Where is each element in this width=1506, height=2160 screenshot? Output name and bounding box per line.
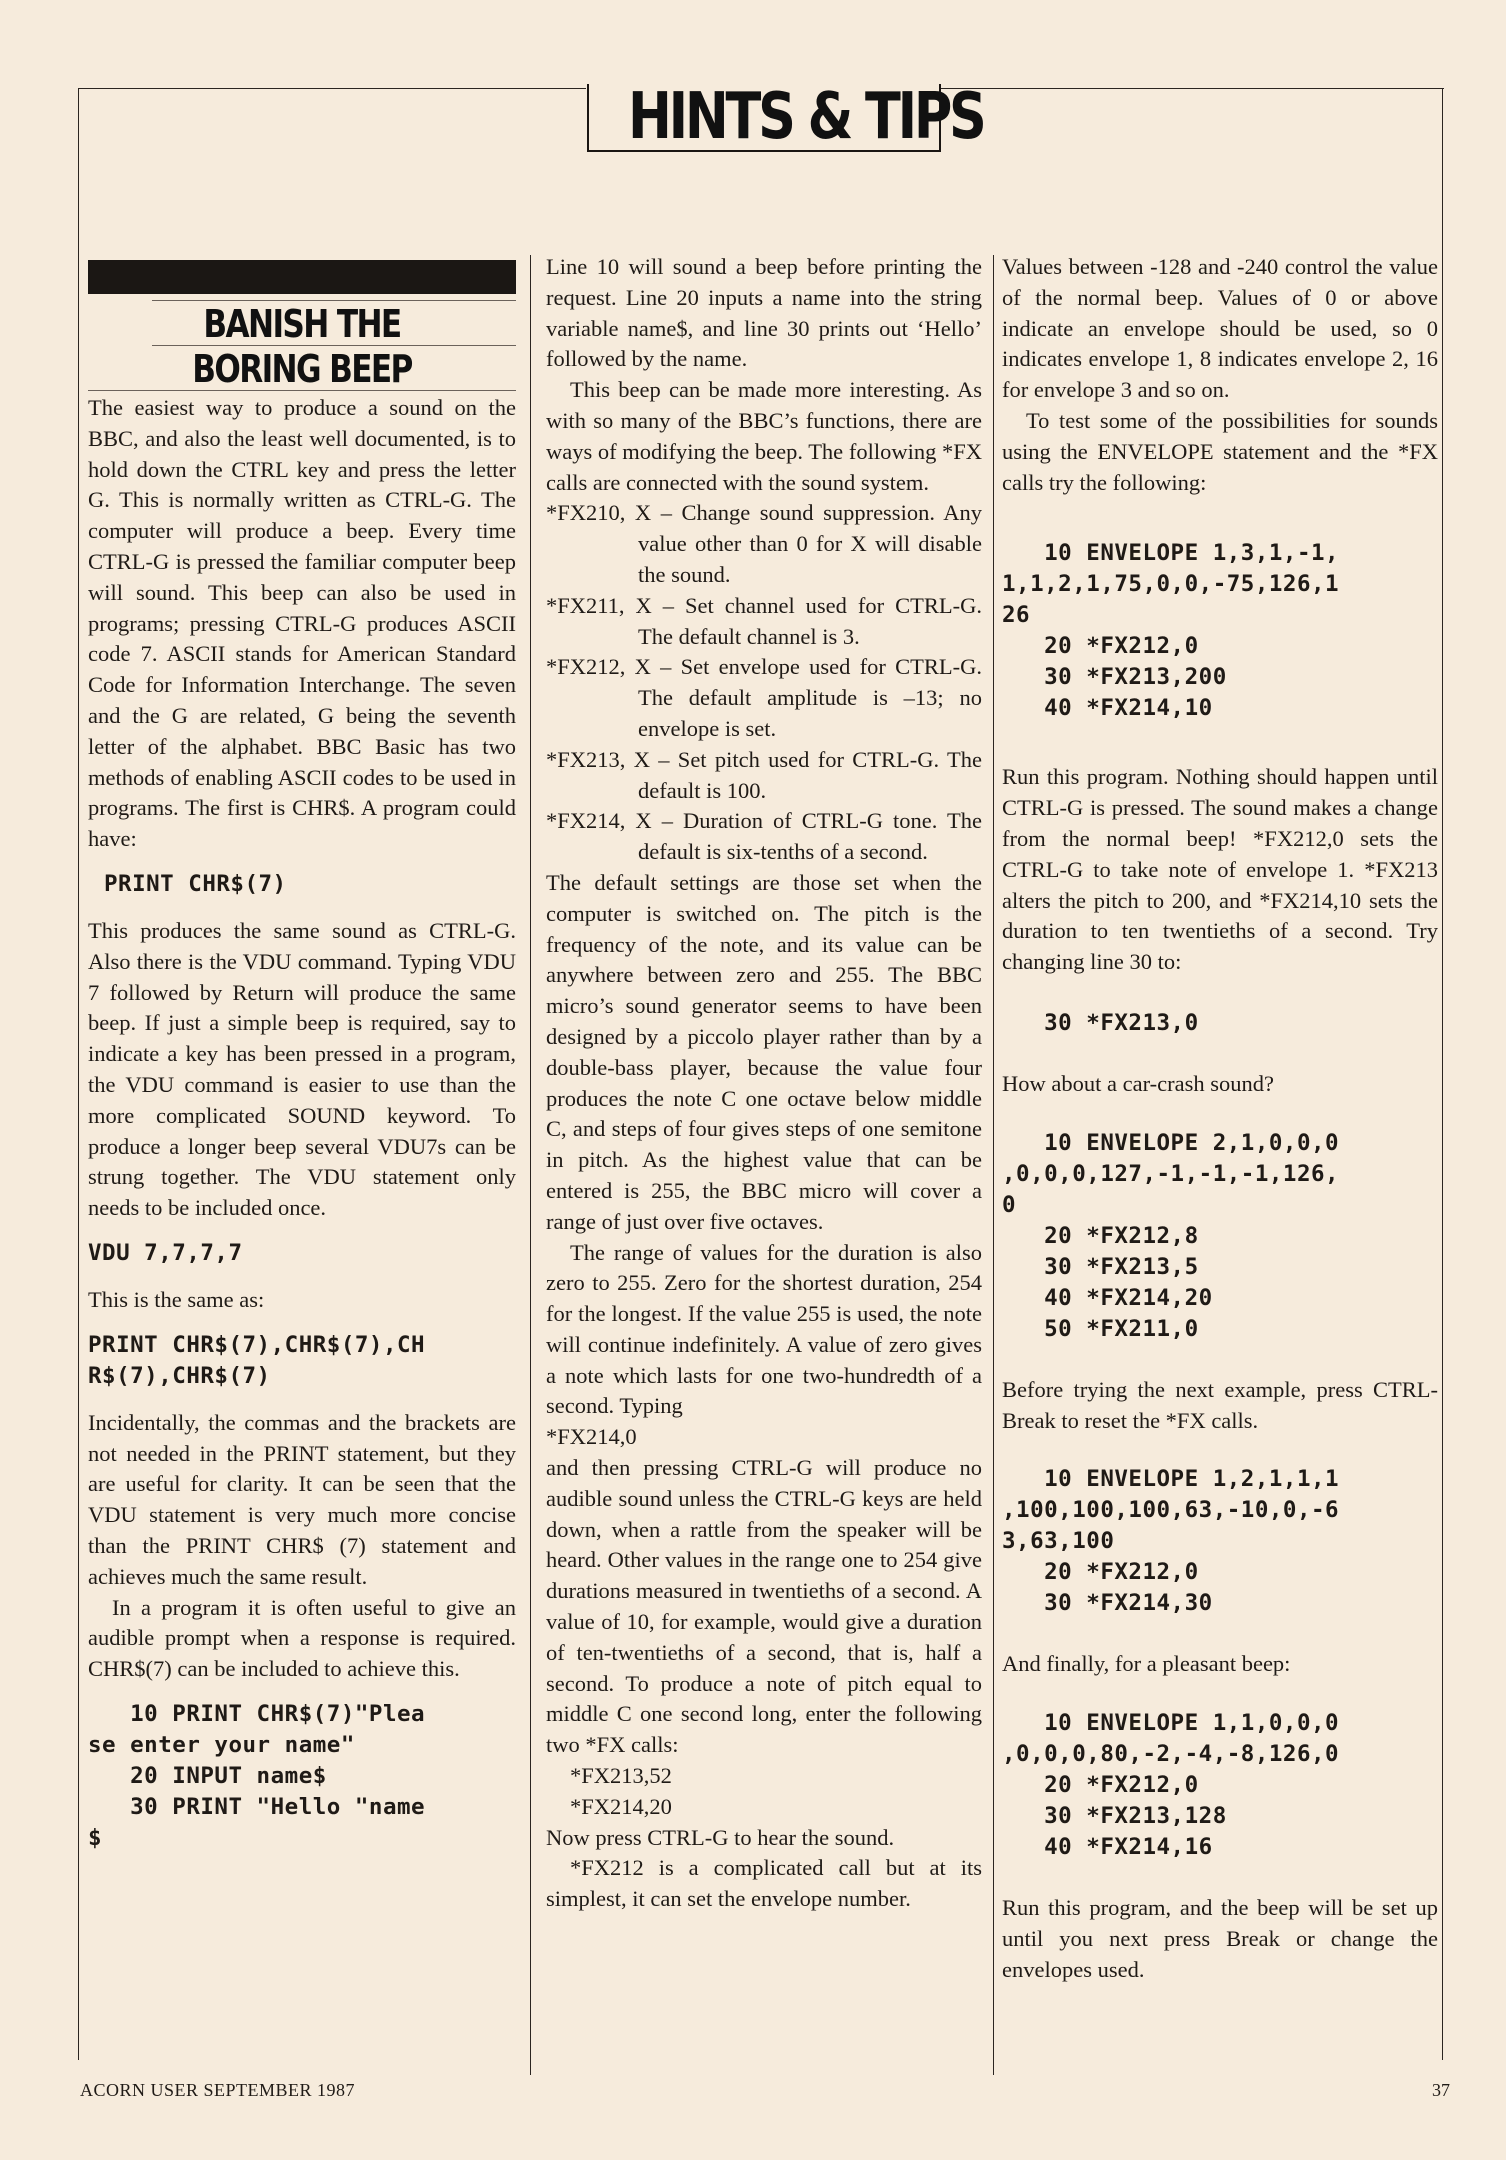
paragraph: The range of values for the duration is also zero to 255. Zero for the shortest duration, 254 for the longest. If the value 255 is used, the note will continue indefinitely. A value of zero gives a note which lasts for one two-hundredth of a second. Typing [546, 1239, 982, 1419]
code-line: 20 *FX212,0 [1002, 1772, 1199, 1799]
code-block [1002, 538, 1438, 724]
paragraph: And finally, for a pleasant beep: [1002, 1651, 1291, 1677]
frame-left-rule [78, 88, 79, 2060]
code-line: ,0,0,0,80,-2,-4,-8,126,0 [1002, 1741, 1340, 1768]
code-line: 3,63,100 [1002, 1528, 1115, 1555]
code-line: ,100,100,100,63,-10,0,-6 [1002, 1497, 1340, 1524]
code-block [88, 1699, 516, 1854]
section-header [587, 80, 984, 154]
paragraph: *FX212 is a complicated call but at its simplest, it can set the envelope number. [546, 1855, 982, 1912]
page-number: 37 [1432, 2080, 1450, 2100]
code-line: 50 *FX211,0 [1002, 1315, 1199, 1342]
paragraph: Line 10 will sound a beep before printing the request. Line 20 inputs a name into the string variable name$, and line 30 prints out ‘Hello’ followed by the name. [546, 254, 982, 372]
code-line: 20 *FX212,0 [1002, 633, 1199, 660]
code-line: 30 *FX213,5 [1002, 1253, 1199, 1280]
code-line: PRINT CHR$(7),CHR$(7),CH [88, 1331, 426, 1358]
column-2 [546, 252, 982, 1915]
paragraph: Run this program, and the beep will be set up until you next press Break or change the envelopes used. [1002, 1895, 1438, 1982]
fx-call: *FX214,0 [546, 1424, 637, 1450]
code-line: ,0,0,0,127,-1,-1,-1,126, [1002, 1160, 1340, 1187]
code-line: 30 *FX213,128 [1002, 1803, 1227, 1830]
paragraph: In a program it is often useful to give an audible prompt when a response is required. CHR$(7) can be included to achieve this. [88, 1594, 516, 1682]
code-line: 0 [1002, 1191, 1017, 1218]
footer-publication: ACORN USER SEPTEMBER 1987 [80, 2080, 356, 2100]
paragraph: Before trying the next example, press CTRL-Break to reset the *FX calls. [1002, 1376, 1438, 1433]
paragraph: and then pressing CTRL-G will produce no audible sound unless the CTRL-G keys are held down, when a rattle from the speaker will be heard. Other values in the range one to 254 give durations measured in twentieths of a second. A value of 10, for example, would give a duration of ten-twentieths of a second, that is, half a second. To produce a note of pitch equal to middle C one second long, enter the following two *FX calls: [546, 1455, 982, 1758]
code-line: 20 INPUT name$ [88, 1762, 327, 1789]
code-block: 30 *FX213,0 [1002, 1009, 1199, 1036]
fx-entry: *FX214, X – Duration of CTRL-G tone. The default is six-tenths of a second. [546, 808, 982, 865]
code-block [1002, 1128, 1438, 1345]
column-rule-1 [530, 255, 531, 2075]
paragraph: This is the same as: [88, 1286, 265, 1312]
fx-entry: *FX213, X – Set pitch used for CTRL-G. The default is 100. [546, 746, 982, 803]
code-line: 10 ENVELOPE 2,1,0,0,0 [1002, 1129, 1340, 1156]
code-block: VDU 7,7,7,7 [88, 1239, 243, 1266]
code-line: 40 *FX214,20 [1002, 1284, 1213, 1311]
code-line: 10 ENVELOPE 1,1,0,0,0 [1002, 1710, 1340, 1737]
code-block: PRINT CHR$(7) [104, 870, 287, 897]
code-line: 30 *FX213,200 [1002, 664, 1227, 691]
frame-right-rule [1442, 88, 1443, 2060]
paragraph: This beep can be made more interesting. As with so many of the BBC’s functions, there are ways of modifying the beep. The following *FX calls are connected with the sound system. [546, 377, 982, 495]
paragraph: Values between -128 and -240 control the value of the normal beep. Values of 0 or above indicate an envelope should be used, so 0 indicates envelope 1, 8 indicates envelope 2, 16 for envelope 3 and so on. [1002, 254, 1438, 403]
code-line: 26 [1002, 602, 1031, 629]
fx-entry: *FX210, X – Change sound suppression. Any value other than 0 for X will disable the sound. [546, 500, 982, 587]
paragraph: Now press CTRL-G to hear the sound. [546, 1824, 895, 1850]
column-1 [88, 256, 516, 1854]
fx-entry: *FX211, X – Set channel used for CTRL-G. The default channel is 3. [546, 592, 982, 649]
article-title-bar [88, 260, 516, 294]
code-block [88, 1330, 516, 1392]
title-rule [152, 300, 516, 301]
code-line: R$(7),CHR$(7) [88, 1362, 271, 1389]
frame-top-right-rule [940, 88, 1444, 89]
paragraph: This produces the same sound as CTRL-G. Also there is the VDU command. Typing VDU 7 followed by Return will produce the same beep. If just a simple beep is required, say to indicate a key has been pressed in a program, the VDU command is easier to use than the more complicated SOUND keyword. To produce a longer beep several VDU7s can be strung together. The VDU statement only needs to be included once. [88, 917, 516, 1221]
article-title-line1: BANISH THE [203, 302, 401, 346]
paragraph: Incidentally, the commas and the brackets are not needed in the PRINT statement, but they are useful for clarity. It can be seen that the VDU statement is very much more concise than the PRINT CHR$ (7) statement and achieves much the same result. [88, 1409, 516, 1589]
code-line: 1,1,2,1,75,0,0,-75,126,1 [1002, 571, 1340, 598]
code-line: 40 *FX214,10 [1002, 695, 1213, 722]
code-block [1002, 1464, 1438, 1619]
paragraph: The easiest way to produce a sound on the BBC, and also the least well documented, is to hold down the CTRL key and press the letter G. This is normally written as CTRL-G. The computer will produce a beep. Every time CTRL-G is pressed the familiar computer beep will sound. This beep can also be used in programs; pressing CTRL-G produces ASCII code 7. ASCII stands for American Standard Code for Information Interchange. The seven and the G are related, G being the seventh letter of the alphabet. BBC Basic has two methods of enabling ASCII codes to be used in programs. The first is CHR$. A program could have: [88, 395, 516, 852]
code-line: 30 *FX214,30 [1002, 1590, 1213, 1617]
paragraph: Run this program. Nothing should happen until CTRL-G is pressed. The sound makes a change from the normal beep! *FX212,0 sets the CTRL-G to take note of envelope 1. *FX213 alters the pitch to 200, and *FX214,10 sets the duration to ten twentieths of a second. Try changing line 30 to: [1002, 764, 1438, 975]
code-line: 20 *FX212,8 [1002, 1222, 1199, 1249]
code-line: 10 PRINT CHR$(7)"Plea [88, 1700, 426, 1727]
code-line: 40 *FX214,16 [1002, 1834, 1213, 1861]
section-title: HINTS & TIPS [628, 80, 984, 154]
code-block [1002, 1708, 1438, 1863]
frame-top-left-rule [78, 88, 586, 89]
column-rule-2 [993, 255, 994, 2075]
code-line: 10 ENVELOPE 1,3,1,-1, [1002, 540, 1340, 567]
paragraph: The default settings are those set when the computer is switched on. The pitch is the frequency of the note, and its value can be anywhere between zero and 255. The BBC micro’s sound generator seems to have been designed by a piccolo player rather than by a double-bass player, because the value four produces the note C one octave below middle C, and steps of four gives steps of one semitone in pitch. As the highest value that can be entered is 255, the BBC micro will cover a range of just over five octaves. [546, 869, 982, 1234]
paragraph: To test some of the possibilities for sounds using the ENVELOPE statement and the *FX calls try the following: [1002, 407, 1438, 495]
paragraph: How about a car-crash sound? [1002, 1070, 1274, 1096]
code-line: 10 ENVELOPE 1,2,1,1,1 [1002, 1466, 1340, 1493]
fx-entry: *FX212, X – Set envelope used for CTRL-G. The default amplitude is –13; no envelope is set. [546, 654, 982, 741]
column-3 [1002, 252, 1438, 1986]
fx-call: *FX214,20 [570, 1793, 672, 1819]
code-line: $ [88, 1824, 103, 1851]
code-line: 30 PRINT "Hello "name [88, 1793, 426, 1820]
fx-call: *FX213,52 [570, 1763, 672, 1789]
code-line: 20 *FX212,0 [1002, 1559, 1199, 1586]
article-title-line2: BORING BEEP [192, 347, 412, 391]
code-line: se enter your name" [88, 1731, 355, 1758]
